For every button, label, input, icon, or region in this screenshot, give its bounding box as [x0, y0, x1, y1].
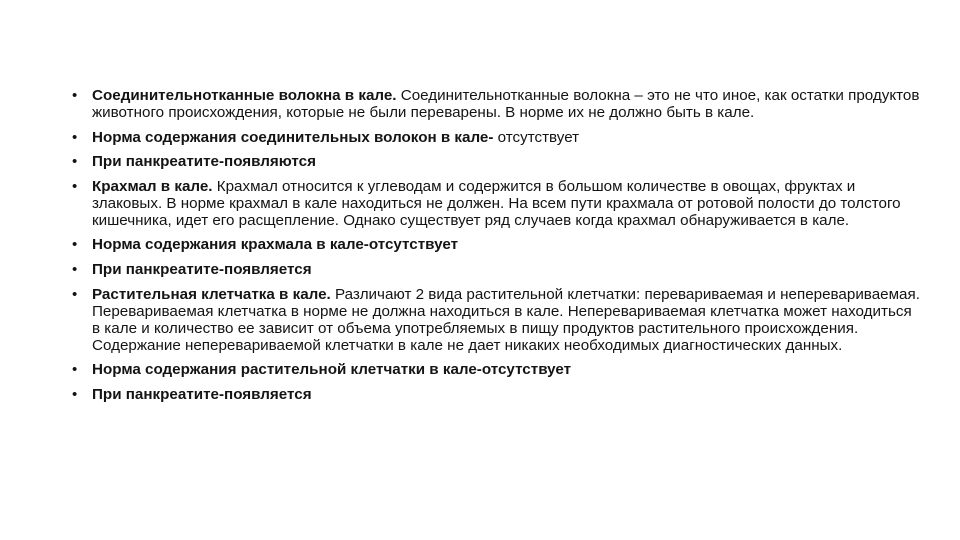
bullet-item-connective-pancreatitis	[72, 153, 920, 170]
bullet-icon: •	[72, 87, 78, 104]
bullet-icon: •	[72, 236, 78, 254]
bullet-heading: При панкреатите-появляются	[92, 153, 316, 171]
bullet-text: Крахмал относится к углеводам и содержится в большом количестве в овощах, фруктах и злаковых. В норме крахмал в кале находиться не должен. На всем пути крахмала от ротовой полости до толстого кишечника, идет его расщепление. Однако существует ряд случаев когда крахмал обнаруживается в кале.	[92, 177, 901, 229]
bullet-list	[72, 87, 920, 410]
bullet-heading: При панкреатите-появляется	[92, 385, 312, 403]
bullet-item-connective-norm	[72, 129, 920, 146]
bullet-heading: Крахмал в кале.	[92, 177, 213, 195]
bullet-icon: •	[72, 260, 78, 278]
bullet-heading: Соединительнотканные волокна в кале.	[92, 87, 397, 104]
bullet-text: Соединительнотканные волокна – это не что иное, как остатки продуктов животного происхождения, которые не были переварены. В норме их не должно быть в кале.	[92, 87, 920, 121]
bullet-icon: •	[72, 285, 78, 303]
bullet-item-starch-norm	[72, 236, 920, 253]
bullet-icon: •	[72, 361, 78, 379]
bullet-heading: Норма содержания растительной клетчатки в кале-отсутствует	[92, 361, 572, 379]
bullet-icon: •	[72, 128, 78, 146]
bullet-heading: Норма содержания крахмала в кале-отсутствует	[92, 236, 459, 254]
bullet-heading: Растительная клетчатка в кале.	[92, 285, 331, 303]
bullet-icon: •	[72, 385, 78, 403]
bullet-item-fiber-norm	[72, 361, 920, 378]
bullet-item-fiber	[72, 286, 920, 354]
bullet-text: Различают 2 вида растительной клетчатки: перевариваемая и неперевариваемая. Перевариваемая клетчатка в норме не должна находиться в кале. Неперевариваемая клетчатка может находиться в кале и количество ее зависит от объема употребляемых в пищу продуктов растительного происхождения. Содержание неперевариваемой клетчатки в кале не дает никаких необходимых диагностических данных.	[92, 285, 920, 354]
bullet-item-connective-tissue	[72, 87, 920, 121]
bullet-icon: •	[72, 153, 78, 171]
bullet-heading: Норма содержания соединительных волокон в кале-	[92, 128, 494, 146]
bullet-item-starch-pancreatitis	[72, 261, 920, 278]
bullet-item-fiber-pancreatitis	[72, 386, 920, 403]
bullet-text: отсутствует	[493, 128, 580, 146]
bullet-heading: При панкреатите-появляется	[92, 260, 312, 278]
bullet-item-starch	[72, 178, 920, 229]
bullet-icon: •	[72, 177, 78, 195]
